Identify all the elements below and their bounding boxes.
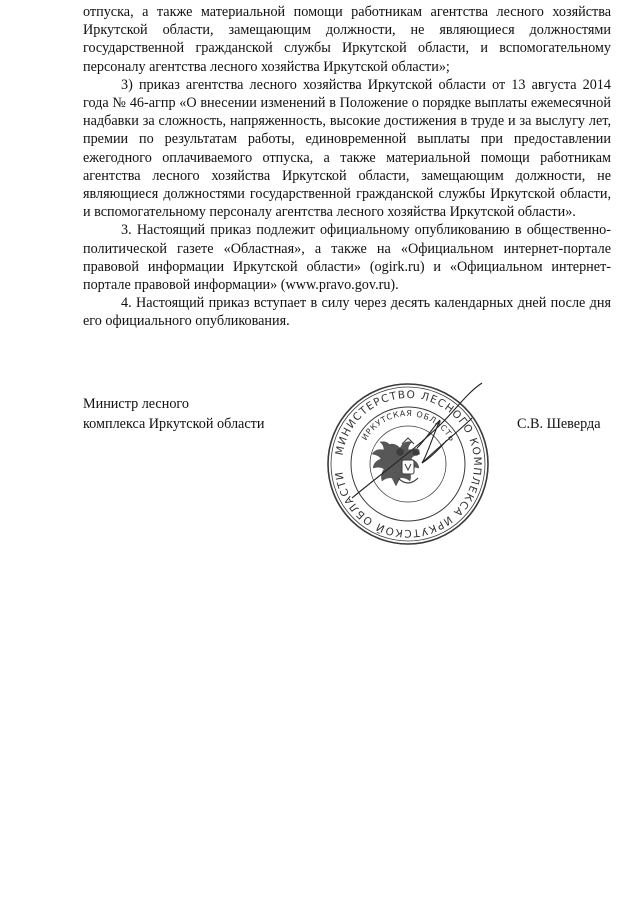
eagle-emblem-icon — [372, 438, 420, 486]
signatory-position — [83, 394, 264, 434]
signatory-position-line-1: Министр лесного — [83, 396, 189, 412]
paragraph-clause-3: 3. Настоящий приказ подлежит официальному опубликованию в общественно-политической газете «Областная», а также на «Официальном интернет-портале правовой информации Иркутской области» (ogirk.ru) и «Официальном интернет-портале правовой информации» (www.pravo.gov.ru). — [83, 222, 611, 294]
stamp-outer-textpath: МИНИСТЕРСТВО ЛЕСНОГО КОМПЛЕКСА ИРКУТСКОЙ ОБЛАСТИ — [333, 388, 484, 540]
paragraph-continuation: отпуска, а также материальной помощи работникам агентства лесного хозяйства Иркутской области, замещающим должности, не являющиеся должностями государственной гражданской службы Иркутской области, и вспомогательному персоналу агентства лесного хозяйства Иркутской области»; — [83, 4, 611, 75]
paragraph-clause-4: 4. Настоящий приказ вступает в силу через десять календарных дней после дня его официального опубликования. — [83, 295, 611, 330]
stamp-inner-textpath: ИРКУТСКАЯ ОБЛАСТЬ — [359, 408, 457, 444]
signatory-name: С.В. Шеверда — [517, 416, 601, 432]
document-body — [83, 3, 611, 331]
paragraph-item-3: 3) приказ агентства лесного хозяйства Иркутской области от 13 августа 2014 года № 46-агпр «О внесении изменений в Положение о порядке выплаты ежемесячной надбавки за сложность, напряженность, высокие достижения в труде и за выслугу лет, премии по результатам работы, единовременной выплаты при предоставлении ежегодного оплачиваемого отпуска, а также материальной помощи работникам агентства лесного хозяйства Иркутской области, замещающим должности, не являющиеся должностями государственной гражданской службы Иркутской области, и вспомогательному персоналу агентства лесного хозяйства Иркутской области». — [83, 76, 611, 221]
signatory-position-line-2: комплекса Иркутской области — [83, 416, 265, 432]
official-seal-stamp — [322, 378, 494, 550]
